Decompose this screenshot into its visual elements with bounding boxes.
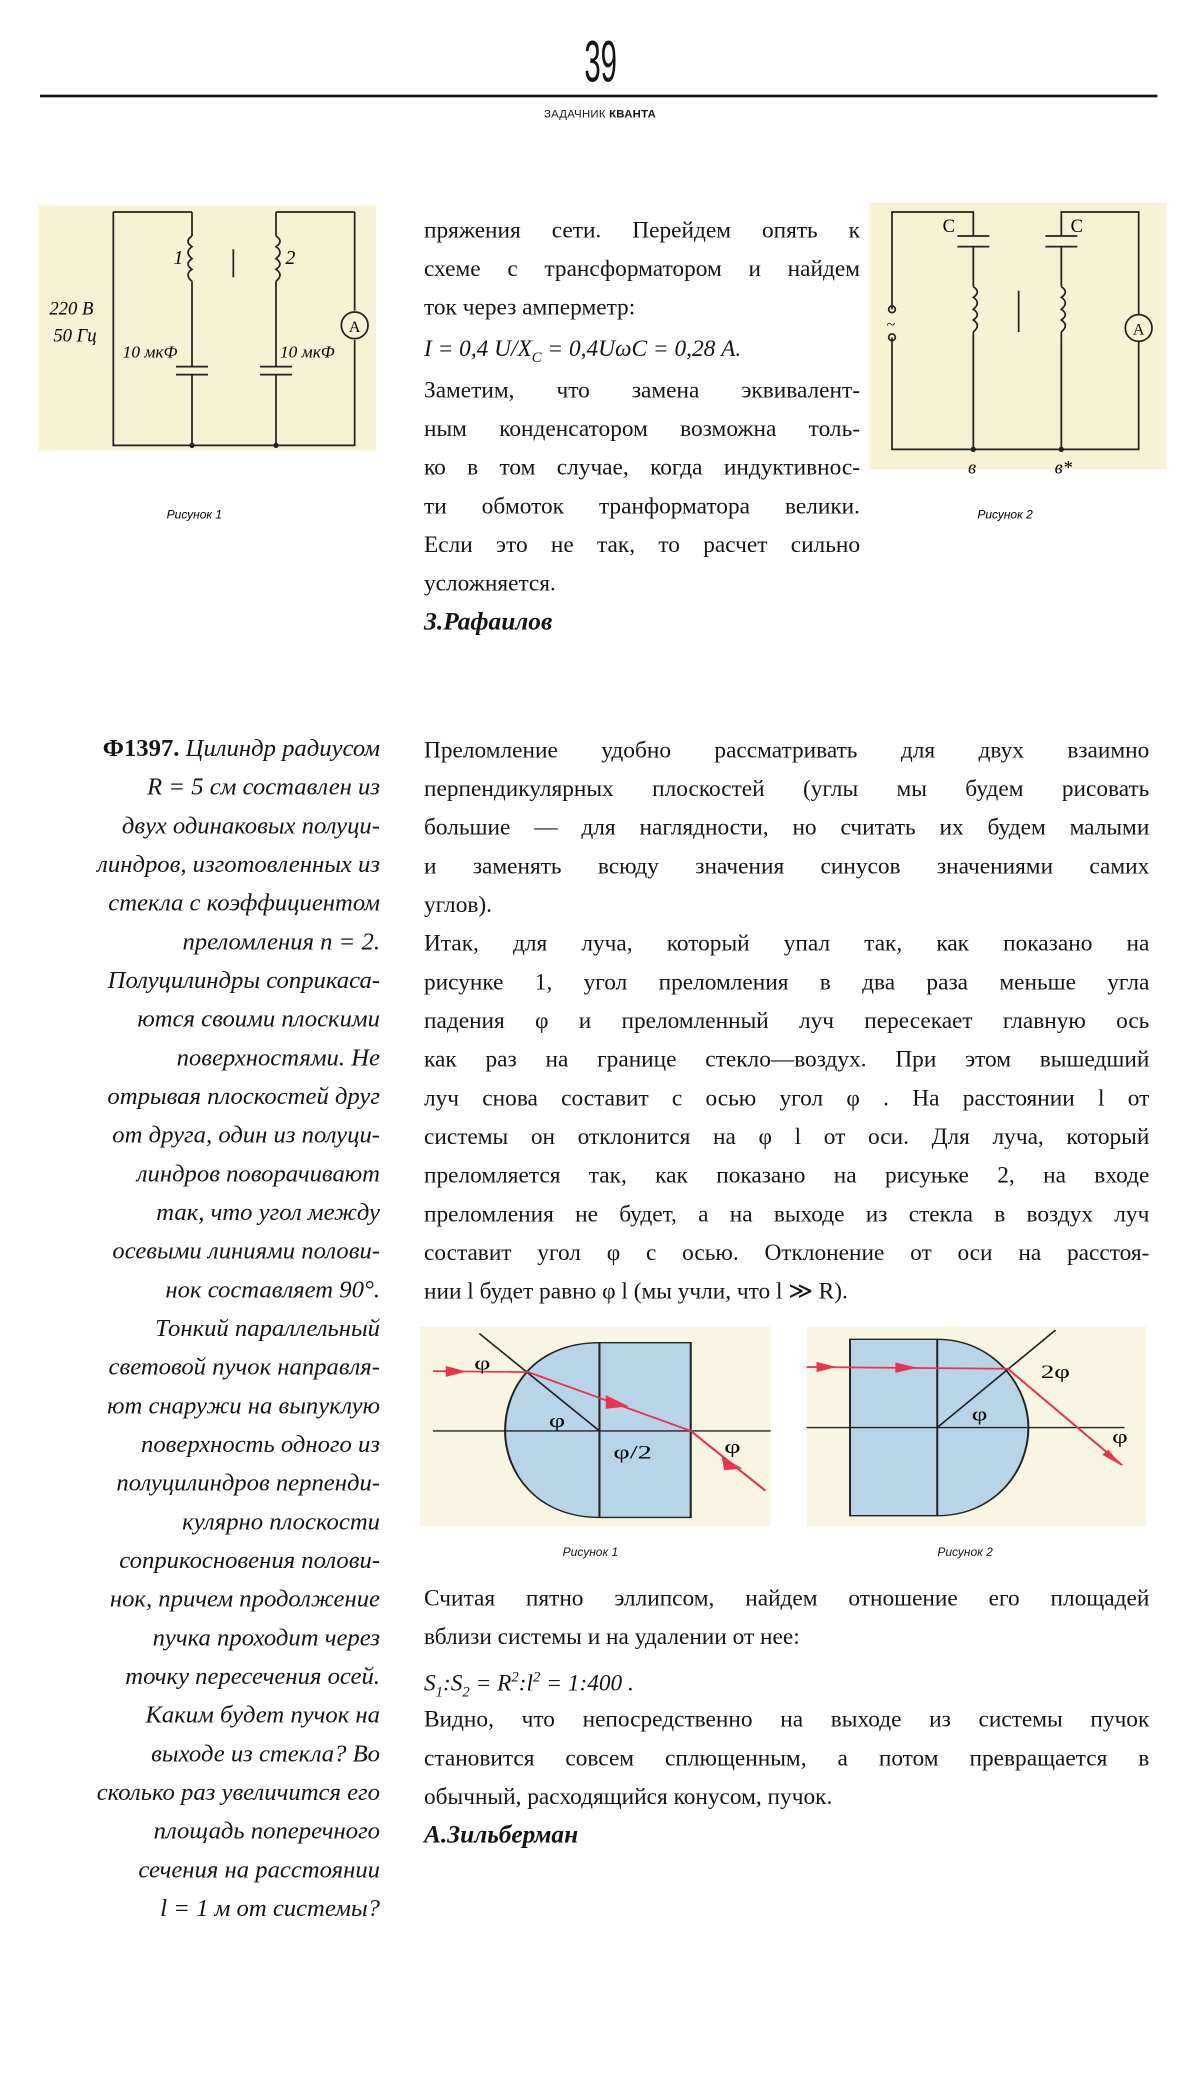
ammeter-label: A [1132, 321, 1145, 339]
optics-figure-1 [420, 1327, 771, 1527]
text-line: луч снова составит с осью угол φ . На расстоянии l от [423, 1083, 1150, 1111]
text-line: Каким будет пучок на [145, 1702, 380, 1730]
text-line: Тонкий параллельный [155, 1315, 380, 1343]
text-line: падения φ и преломленный луч пересекает главную ось [423, 1006, 1150, 1034]
text-line: большие — для наглядности, но считать их будем малыми [423, 813, 1150, 840]
text-line: Заметим, что замена эквивалент- [423, 375, 860, 403]
text-line: и заменять всюду значения синусов значениями самих [423, 851, 1150, 879]
text-line: Итак, для луча, который упал так, как показано на [423, 929, 1150, 956]
text-line: обычный, расходящийся конусом, пучок. [423, 1782, 833, 1810]
text-line: световой пучок направля- [108, 1354, 380, 1382]
text-line: Преломление удобно рассматривать для двух взаимно [423, 735, 1150, 763]
paragraph [424, 371, 860, 603]
text-line: ко в том случае, когда индуктивнос- [423, 453, 860, 480]
frequency-label: 50 Гц [53, 325, 97, 347]
source-symbol: ~ [886, 316, 896, 334]
text-line: Полуцилиндры соприкаса- [107, 967, 380, 995]
text-line: так, что угол между [156, 1199, 380, 1227]
text-line: перпендикулярных плоскостей (углы мы будем рисовать [423, 774, 1150, 802]
text-line: вблизи системы и на удалении от нее: [423, 1622, 800, 1650]
text-line: пряжения сети. Перейдем опять к [423, 215, 860, 243]
problem-statement [40, 731, 380, 1930]
text-line: поверхностями. Не [176, 1045, 380, 1072]
text-line: R = 5 см составлен из [147, 774, 380, 802]
text-line: нок, причем продолжение [109, 1586, 380, 1614]
author-name: З.Рафаилов [423, 607, 553, 636]
problem-lines [40, 769, 380, 1929]
text-line: ти обмоток транформатора велики. [423, 491, 860, 519]
text-line: кулярно плоскости [182, 1509, 380, 1536]
text-line: ток через амперметр: [423, 293, 636, 320]
text-line: Считая пятно эллипсом, найдем отношение его площадей [423, 1583, 1150, 1611]
text-line: линдров поворачивают [136, 1161, 380, 1188]
angle-label: φ [724, 1437, 741, 1458]
section-title: ЗАДАЧНИК КВАНТА [543, 106, 657, 120]
text-line: углов). [423, 890, 492, 918]
angle-label: φ [548, 1411, 566, 1432]
optics-figure-2 [807, 1327, 1147, 1527]
figure-caption: Рисунок 1 [166, 507, 223, 522]
ammeter-label: A [348, 318, 361, 336]
text-line: Если это не так, то расчет сильно [423, 530, 860, 558]
solution-column [424, 731, 1149, 1311]
text-line: поверхность одного из [141, 1431, 380, 1459]
figure-caption: Рисунок 2 [937, 1545, 993, 1559]
paragraph [424, 924, 1149, 1311]
text-line: осевыми линиями полови- [112, 1238, 380, 1266]
text-line: как раз на границе стекло—воздух. При этом вышедший [423, 1045, 1150, 1072]
text-line: нии l будет равно φ l (мы учли, что l ≫ R). [423, 1277, 848, 1304]
paragraph [424, 1700, 1149, 1816]
text-line: отрывая плоскостей друг [107, 1083, 380, 1111]
text-line: стекла с коэффициентом [108, 890, 380, 918]
middle-column [424, 211, 860, 643]
text-line: площадь поперечного [153, 1818, 380, 1846]
angle-label: φ [1112, 1426, 1128, 1448]
text-line: сколько раз увеличится его [96, 1779, 380, 1807]
problem-id: Ф1397. [102, 735, 180, 763]
solution-continued [424, 1579, 1149, 1856]
text-line: усложняется. [423, 569, 556, 596]
area-ratio-formula: $S_1:S_2$ = $R^2:l^2$ = 1:400 . [423, 1669, 634, 1701]
text-line: преломления не будет, а на выходе из стекла в воздух луч [423, 1199, 1150, 1227]
text-line: выходе из стекла? Во [151, 1741, 380, 1768]
paragraph [424, 211, 860, 327]
text-line: преломляется так, как показано на рисуњке 2, на входе [423, 1161, 1150, 1188]
text-line: ются своими плоскими [137, 1006, 380, 1034]
coil-label-1: 1 [173, 246, 184, 269]
coil-label-2: 2 [285, 246, 296, 269]
current-formula: I = 0,4 $U/X_C = 0,4U\omega C = 0,28$ А. [423, 334, 742, 366]
angle-label: φ [971, 1404, 988, 1426]
figure-caption: Рисунок 1 [562, 1545, 619, 1559]
capacitor-label-right: 10 мкФ [279, 342, 335, 362]
text-line: от друга, один из полуци- [112, 1122, 380, 1150]
angle-label: φ/2 [613, 1442, 652, 1463]
capacitor-label-left: 10 мкФ [122, 342, 178, 362]
text-line: становится совсем сплющенным, а потом превращается в [423, 1743, 1150, 1771]
text-line: соприкосновения полови- [119, 1547, 380, 1575]
text-line: ют снаружи на выпуклую [107, 1393, 380, 1420]
author-name: А.Зильберман [423, 1821, 579, 1850]
text-line: преломления n = 2. [182, 929, 380, 956]
point-label-1: в [967, 457, 977, 479]
text-line: сечения на расстоянии [138, 1857, 380, 1884]
voltage-label: 220 В [49, 298, 94, 320]
angle-label: φ [474, 1353, 491, 1375]
text-line: схеме с трансформатором и найдем [423, 254, 860, 282]
text-line: Ф1397. Цилиндр радиусом [102, 735, 380, 763]
text-line: линдров, изготовленных из [97, 851, 380, 879]
text-line: l = 1 м от системы? [160, 1895, 380, 1923]
page-number: 39 [583, 29, 617, 95]
text-line: точку пересечения осей. [125, 1663, 380, 1691]
point-label-2: в* [1054, 457, 1073, 479]
paragraph [424, 731, 1149, 924]
text-line: двух одинаковых полуци- [121, 813, 380, 840]
text-line: составит угол φ с осью. Отклонение от оси на расстоя- [423, 1238, 1150, 1266]
text-line: Видно, что непосредственно на выходе из системы пучок [423, 1705, 1150, 1732]
capacitor-label-2: C [1070, 215, 1084, 237]
text-line: системы он отклонится на φ l от оси. Для луча, который [423, 1122, 1150, 1150]
text-line: полуцилиндров перпенди- [116, 1470, 380, 1498]
angle-label: 2φ [1040, 1361, 1070, 1383]
figure-caption: Рисунок 2 [977, 507, 1033, 522]
text-line: пучка проходит через [152, 1625, 380, 1652]
capacitor-label-1: C [942, 215, 956, 237]
text-line: рисунке 1, угол преломления в два раза меньше угла [423, 967, 1150, 995]
paragraph [424, 1579, 1149, 1656]
text-line: нок составляет 90°. [165, 1277, 380, 1304]
text-line: ным конденсатором возможна толь- [423, 414, 860, 442]
